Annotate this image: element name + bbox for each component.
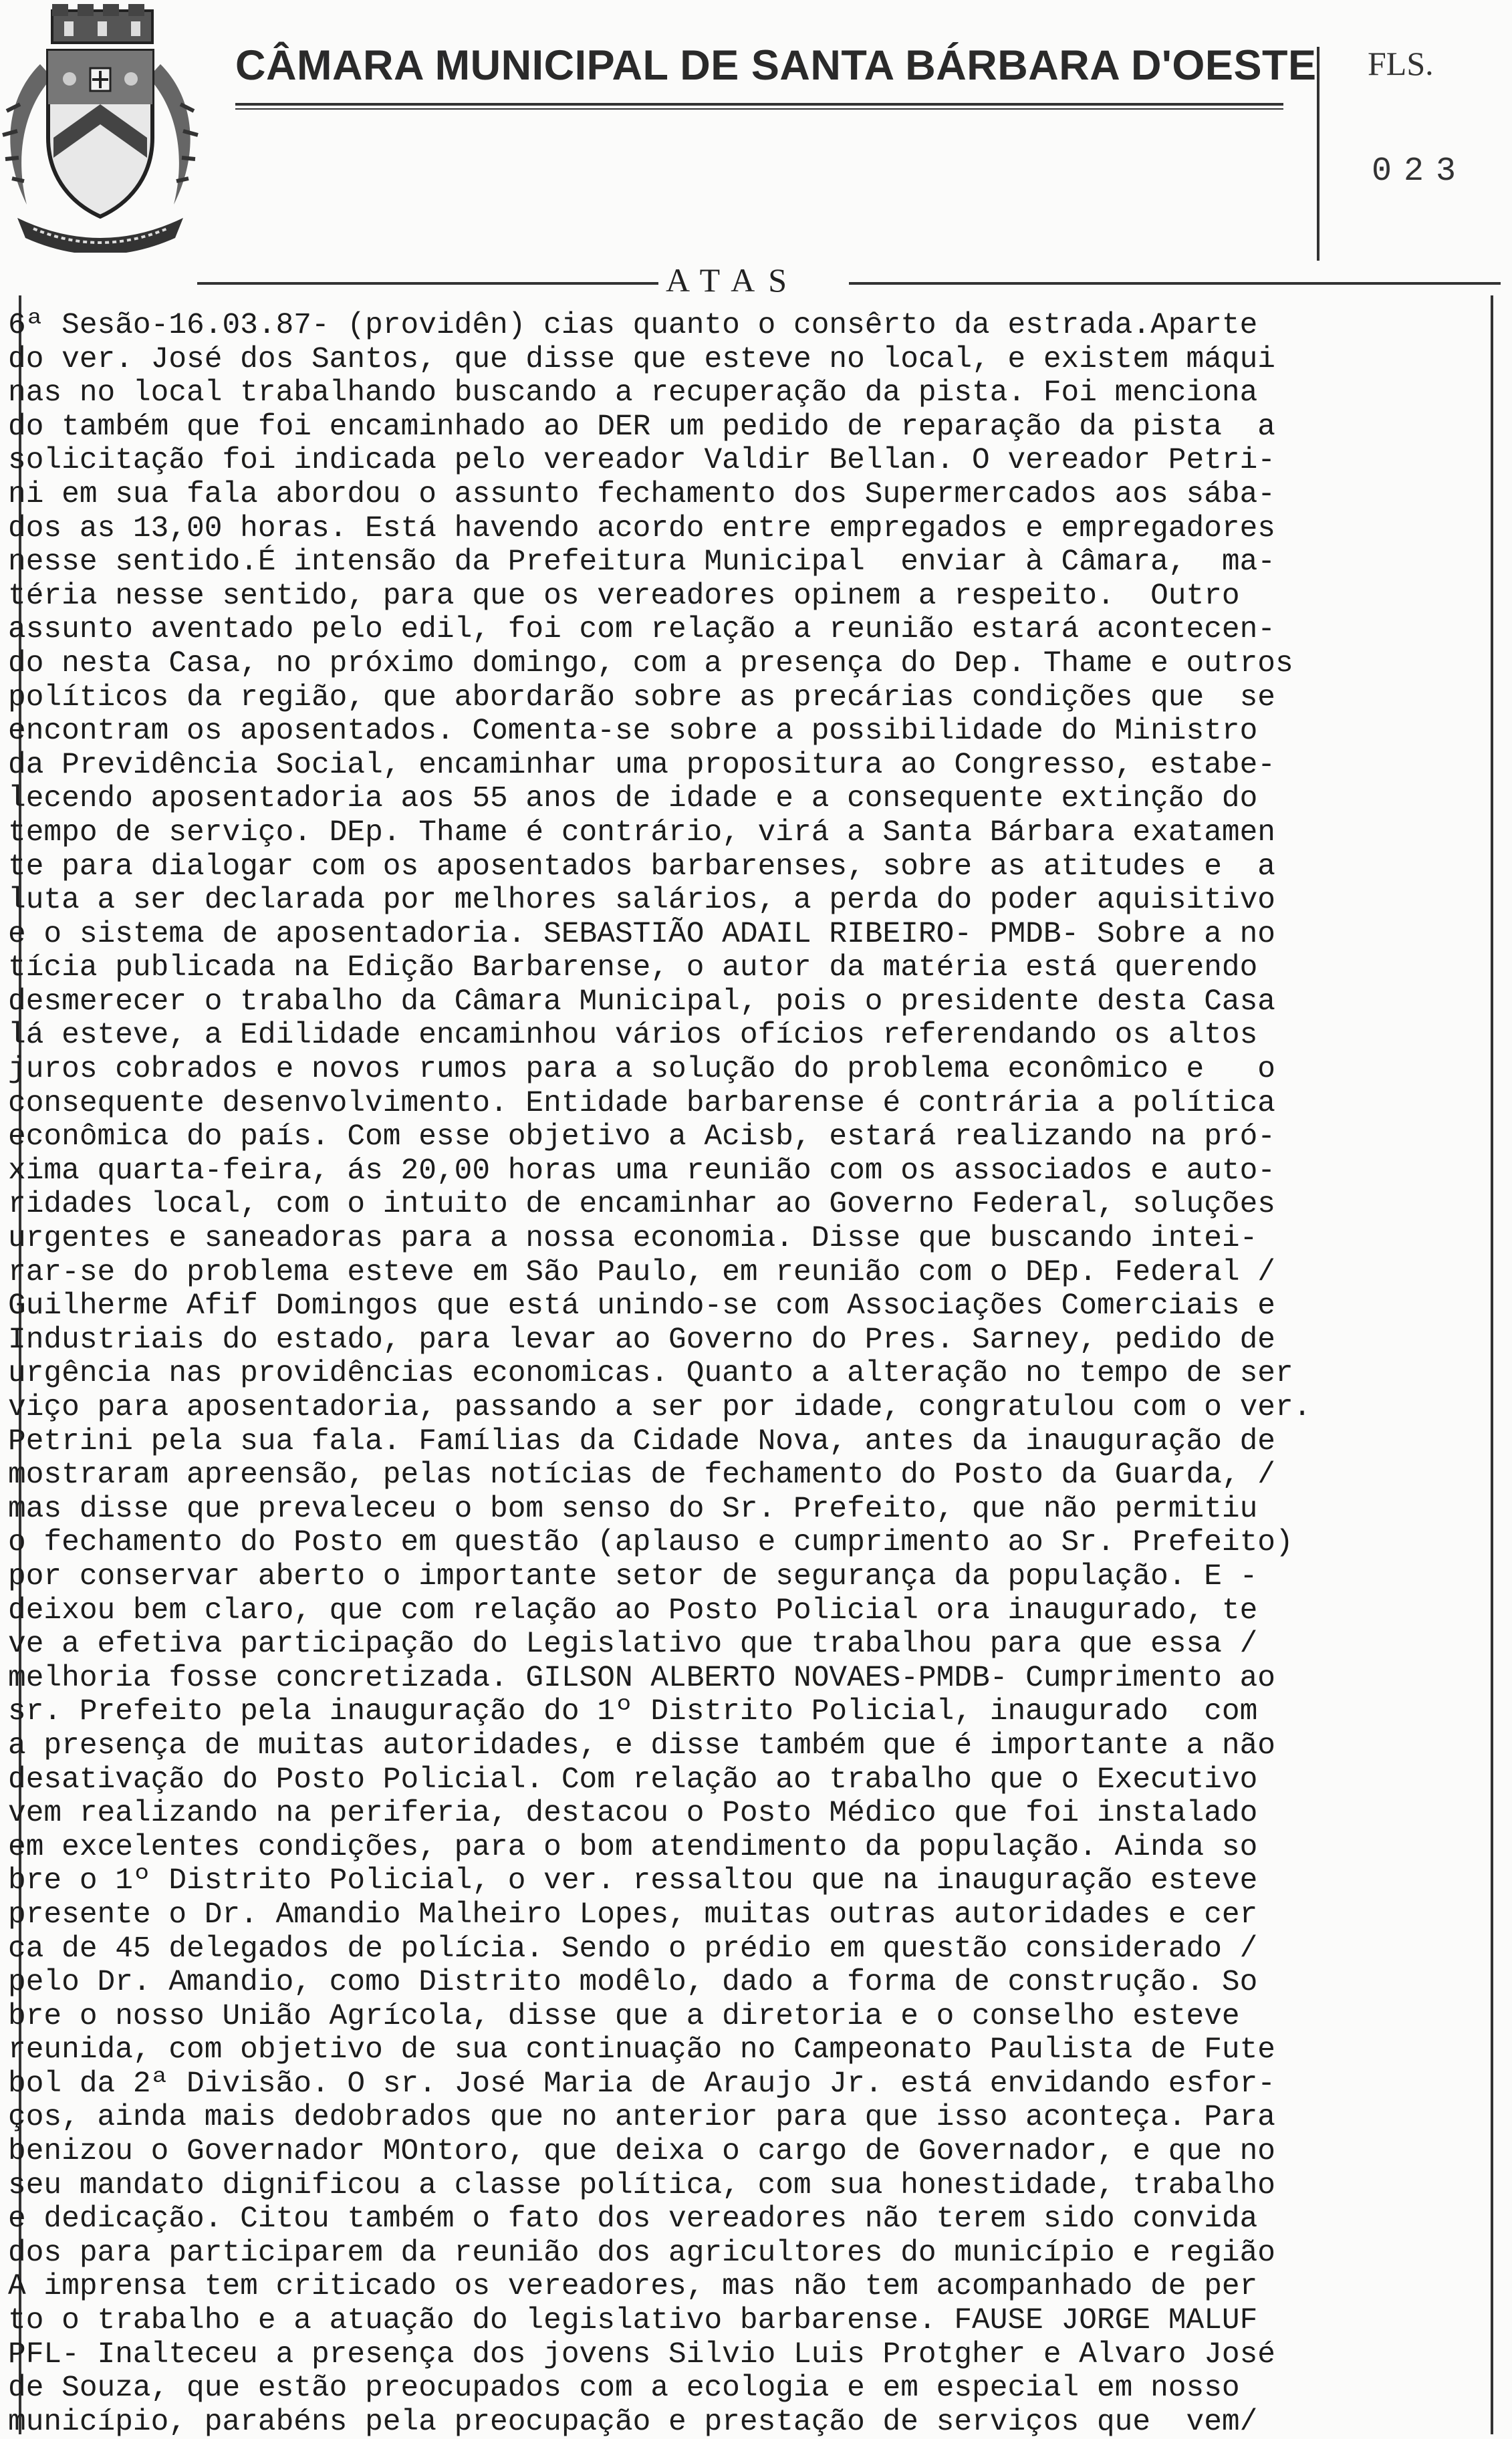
minutes-line: município, parabéns pela preocupação e prestação de serviços que vem/: [8, 2405, 1258, 2439]
minutes-line: nas no local trabalhando buscando a recuperação da pista. Foi menciona: [8, 376, 1258, 410]
minutes-line: te para dialogar com os aposentados barbarenses, sobre as atitudes e a: [8, 850, 1276, 884]
minutes-line: vem realizando na periferia, destacou o Posto Médico que foi instalado: [8, 1797, 1258, 1831]
minutes-line: benizou o Governador MOntoro, que deixa o cargo de Governador, e que no: [8, 2135, 1276, 2169]
minutes-line: do ver. José dos Santos, que disse que esteve no local, e existem máqui: [8, 342, 1276, 376]
section-rule-left: [197, 282, 658, 285]
minutes-line: A imprensa tem criticado os vereadores, mas não tem acompanhado de per: [8, 2270, 1258, 2304]
minutes-line: ços, ainda mais dedobrados que no anterior para que isso aconteça. Para: [8, 2101, 1276, 2135]
minutes-line: bre o 1º Distrito Policial, o ver. ressaltou que na inauguração esteve: [8, 1864, 1258, 1898]
folio-number: 023: [1372, 152, 1469, 190]
minutes-line: dos para participarem da reunião dos agricultores do município e região: [8, 2236, 1276, 2270]
minutes-line: urgência nas providências economicas. Quanto a alteração no tempo de ser: [8, 1357, 1293, 1391]
minutes-line: consequente desenvolvimento. Entidade barbarense é contrária a política: [8, 1086, 1276, 1120]
minutes-line: nesse sentido.É intensão da Prefeitura Municipal enviar à Câmara, ma-: [8, 545, 1276, 580]
minutes-line: luta a ser declarada por melhores salários, a perda do poder aquisitivo: [8, 884, 1276, 918]
section-rule-right: [849, 282, 1501, 285]
minutes-line: reunida, com objetivo de sua continuação no Campeonato Paulista de Fute: [8, 2033, 1276, 2067]
minutes-line: melhoria fosse concretizada. GILSON ALBERTO NOVAES-PMDB- Cumprimento ao: [8, 1661, 1276, 1695]
minutes-line: e dedicação. Citou também o fato dos vereadores não terem sido convida: [8, 2202, 1258, 2236]
minutes-line: econômica do país. Com esse objetivo a Acisb, estará realizando na pró-: [8, 1120, 1276, 1154]
minutes-line: deixou bem claro, que com relação ao Posto Policial ora inaugurado, te: [8, 1593, 1258, 1628]
minutes-line: encontram os aposentados. Comenta-se sobre a possibilidade do Ministro: [8, 715, 1258, 749]
minutes-line: bol da 2ª Divisão. O sr. José Maria de Araujo Jr. está envidando esfor-: [8, 2067, 1276, 2101]
minutes-line: ni em sua fala abordou o assunto fechamento dos Supermercados aos sába-: [8, 477, 1276, 511]
minutes-text: [8, 309, 1505, 2439]
minutes-line: viço para aposentadoria, passando a ser por idade, congratulou com o ver.: [8, 1391, 1311, 1424]
minutes-line: solicitação foi indicada pelo vereador Valdir Bellan. O vereador Petri-: [8, 444, 1276, 478]
minutes-line: desmerecer o trabalho da Câmara Municipal, pois o presidente desta Casa: [8, 985, 1276, 1019]
coat-of-arms-icon: [0, 4, 201, 253]
minutes-line: em excelentes condições, para o bom atendimento da população. Ainda so: [8, 1830, 1258, 1864]
minutes-line: lá esteve, a Edilidade encaminhou vários ofícios referendando os altos: [8, 1019, 1258, 1053]
minutes-line: mostraram apreensão, pelas notícias de fechamento do Posto da Guarda, /: [8, 1458, 1276, 1493]
minutes-line: dos as 13,00 horas. Está havendo acordo entre empregados e empregadores: [8, 511, 1276, 545]
minutes-line: Industriais do estado, para levar ao Governo do Pres. Sarney, pedido de: [8, 1323, 1276, 1357]
minutes-line: rar-se do problema esteve em São Paulo, em reunião com o DEp. Federal /: [8, 1255, 1276, 1289]
minutes-line: da Previdência Social, encaminhar uma propositura ao Congresso, estabe-: [8, 748, 1276, 782]
minutes-line: 6ª Sesão-16.03.87- (providên) cias quanto o consêrto da estrada.Aparte: [8, 309, 1258, 342]
minutes-line: e o sistema de aposentadoria. SEBASTIÃO ADAIL RIBEIRO- PMDB- Sobre a no: [8, 917, 1276, 951]
minutes-line: ridades local, com o intuito de encaminhar ao Governo Federal, soluções: [8, 1188, 1276, 1222]
minutes-line: seu mandato dignificou a classe política, com sua honestidade, trabalho: [8, 2168, 1276, 2202]
minutes-line: téria nesse sentido, para que os vereadores opinem a respeito. Outro: [8, 579, 1240, 613]
minutes-line: a presença de muitas autoridades, e disse também que é importante a não: [8, 1728, 1276, 1763]
minutes-line: de Souza, que estão preocupados com a ecologia e em especial em nosso: [8, 2371, 1240, 2406]
title-rule-lower: [235, 108, 1283, 110]
minutes-line: o fechamento do Posto em questão (aplauso e cumprimento ao Sr. Prefeito): [8, 1526, 1293, 1560]
title-rule-upper: [235, 103, 1283, 106]
minutes-line: por conservar aberto o importante setor de segurança da população. E -: [8, 1559, 1258, 1593]
minutes-line: do nesta Casa, no próximo domingo, com a presença do Dep. Thame e outros: [8, 646, 1293, 680]
minutes-line: presente o Dr. Amandio Malheiro Lopes, muitas outras autoridades e cer: [8, 1898, 1258, 1932]
minutes-line: lecendo aposentadoria aos 55 anos de idade e a consequente extinção do: [8, 782, 1258, 816]
minutes-line: juros cobrados e novos rumos para a solução do problema econômico e o: [8, 1053, 1276, 1087]
section-label: ATAS: [666, 261, 801, 299]
minutes-line: políticos da região, que abordarão sobre as precárias condições que se: [8, 680, 1276, 715]
minutes-line: bre o nosso União Agrícola, disse que a diretoria e o conselho esteve: [8, 1999, 1240, 2033]
minutes-line: assunto aventado pelo edil, foi com relação a reunião estará acontecen-: [8, 613, 1276, 647]
minutes-line: pelo Dr. Amandio, como Distrito modêlo, dado a forma de construção. So: [8, 1966, 1258, 2000]
minutes-line: mas disse que prevaleceu o bom senso do Sr. Prefeito, que não permitiu: [8, 1492, 1258, 1526]
minutes-line: ca de 45 delegados de polícia. Sendo o prédio em questão considerado /: [8, 1932, 1258, 1966]
chamber-title: CÂMARA MUNICIPAL DE SANTA BÁRBARA D'OESTE: [235, 42, 1317, 89]
minutes-line: tempo de serviço. DEp. Thame é contrário, virá a Santa Bárbara exatamen: [8, 815, 1276, 850]
minutes-line: do também que foi encaminhado ao DER um pedido de reparação da pista a: [8, 410, 1276, 444]
minutes-line: sr. Prefeito pela inauguração do 1º Distrito Policial, inaugurado com: [8, 1695, 1258, 1729]
minutes-line: Petrini pela sua fala. Famílias da Cidade Nova, antes da inauguração de: [8, 1424, 1276, 1458]
minutes-line: PFL- Inalteceu a presença dos jovens Silvio Luis Protgher e Alvaro José: [8, 2337, 1276, 2371]
minutes-line: ve a efetiva participação do Legislativo que trabalhou para que essa /: [8, 1628, 1258, 1662]
folio-divider: [1317, 47, 1319, 261]
folio-label: FLS.: [1368, 45, 1434, 82]
minutes-line: to o trabalho e a atuação do legislativo barbarense. FAUSE JORGE MALUF: [8, 2304, 1258, 2338]
minutes-line: urgentes e saneadoras para a nossa economia. Disse que buscando intei-: [8, 1222, 1258, 1256]
minutes-line: tícia publicada na Edição Barbarense, o autor da matéria está querendo: [8, 951, 1258, 985]
minutes-line: desativação do Posto Policial. Com relação ao trabalho que o Executivo: [8, 1763, 1258, 1797]
minutes-line: Guilherme Afif Domingos que está unindo-se com Associações Comerciais e: [8, 1289, 1276, 1323]
minutes-line: xima quarta-feira, ás 20,00 horas uma reunião com os associados e auto-: [8, 1154, 1276, 1188]
